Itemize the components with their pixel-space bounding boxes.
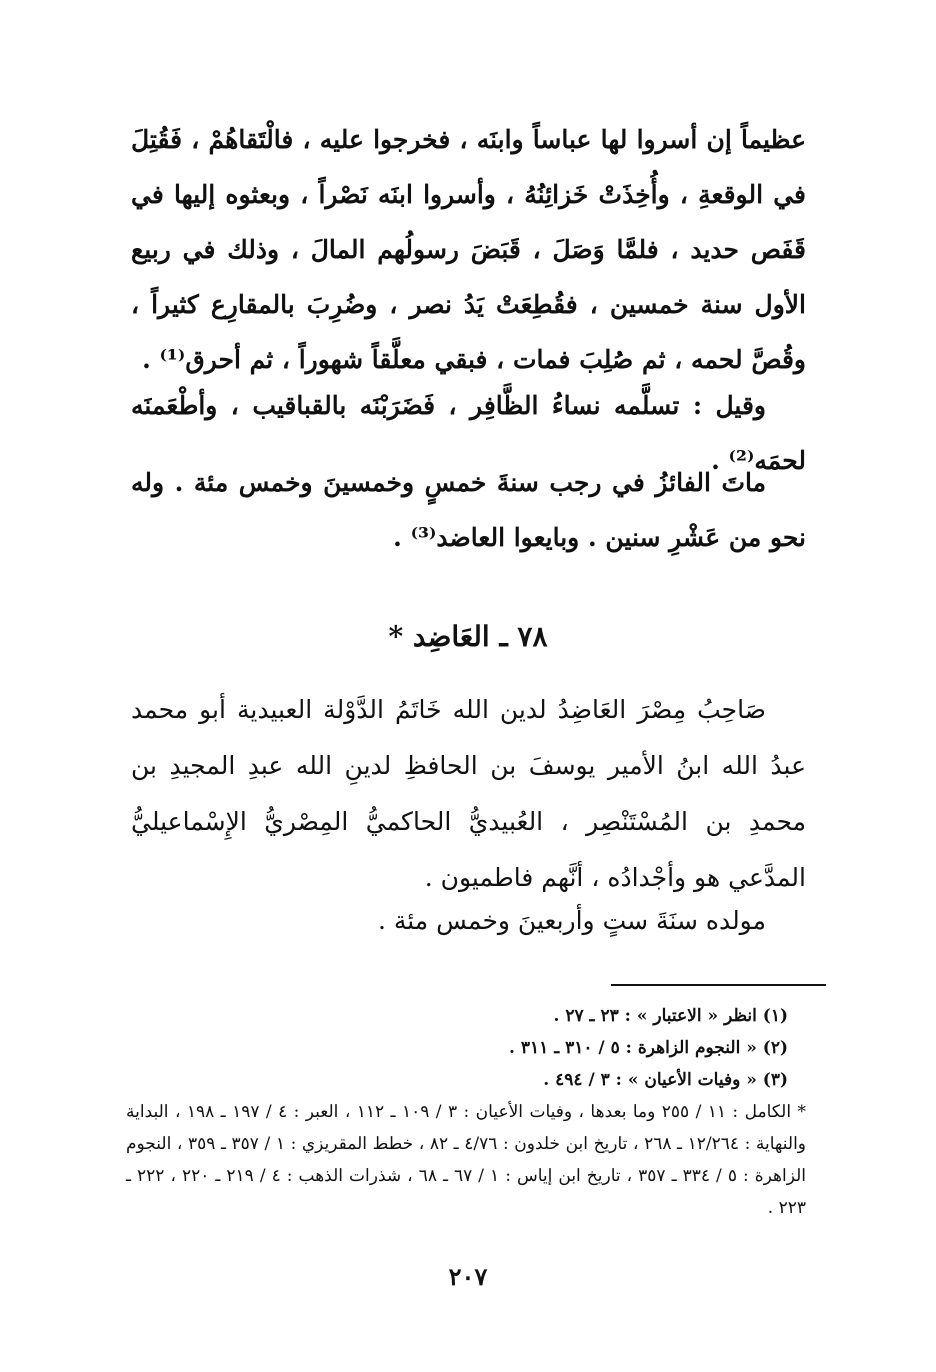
paragraph-biography	[131, 682, 806, 906]
page-number: ٢٠٧	[448, 1262, 488, 1291]
paragraph-death-of-faiz	[131, 455, 806, 565]
paragraph-text: صَاحِبُ مِصْرَ العَاضِدُ لدين الله خَاتَمُ الدَّوْلة العبيدية أبو محمد عبدُ الله ابنُ الأمير يوسفَ بن الحافظِ لدينِ الله عبدِ المجيدِ بن محمدِ بن المُسْتَنْصِر ، العُبيديُّ الحاكميُّ المِصْريُّ الإِسْماعيليُّ المدَّعي هو وأجْدادُه ، أنَّهم فاطميون .	[131, 695, 806, 892]
paragraph-fall-of-abbas	[131, 112, 806, 387]
paragraph-text: عظيماً إن أسروا لها عباساً وابنَه ، فخرجوا عليه ، فالْتَقاهُمْ ، فَقُتِلَ في الوقعةِ ، وأُخِذَتْ خَزائِنُهُ ، وأسروا ابنَه نَصْراً ، وبعثوه إليها في قَفَص حديد ، فلمَّا وَصَلَ ، قَبَضَ رسولُهم المالَ ، وذلك في ربيع الأول سنة خمسين ، فقُطِعَتْ يَدُ نصر ، وضُرِبَ بالمقارِع كثيراً ، وقُصَّ لحمه ، ثم صُلِبَ فمات ، فبقي معلَّقاً شهوراً ، ثم أحرق⁽¹⁾ .	[131, 125, 806, 374]
paragraph-text: مولده سنَةَ ستٍ وأربعينَ وخمس مئة .	[377, 906, 766, 935]
section-heading: ٧٨ ـ العَاضِد *	[388, 620, 548, 653]
paragraph-birth	[131, 893, 806, 948]
footnote-3: (٣) « وفيات الأعيان » : ٣ / ٤٩٤ .	[543, 1070, 788, 1090]
footnote-1: (١) انظر « الاعتبار » : ٢٣ ـ ٢٧ .	[553, 1006, 788, 1026]
sources-note: * الكامل : ١١ / ٢٥٥ وما بعدها ، وفيات الأعيان : ٣ / ١٠٩ ـ ١١٢ ، العبر : ٤ / ١٩٧ ـ ١٩٨ ، البداية والنهاية : ١٢/٢٦٤ ـ ٢٦٨ ، تاريخ ابن خلدون : ٤/٧٦ ـ ٨٢ ، خطط المقريزي : ١ / ٣٥٧ ـ ٣٥٩ ، النجوم الزاهرة : ٥ / ٣٣٤ ـ ٣٥٧ ، تاريخ ابن إياس : ١ / ٦٧ ـ ٦٨ ، شذرات الذهب : ٤ / ٢١٩ ـ ٢٢٠ ، ٢٢٢ ـ ٢٢٣ .	[126, 1102, 807, 1218]
footnotes	[126, 1000, 806, 1224]
footnote-divider	[611, 984, 826, 986]
footnote-2: (٢) « النجوم الزاهرة : ٥ / ٣١٠ ـ ٣١١ .	[509, 1038, 788, 1058]
paragraph-text: وقيل : تسلَّمه نساءُ الظَّافِر ، فَضَرَبْنَه بالقباقيب ، وأطْعَمنَه لحمَه⁽²⁾ .	[131, 391, 806, 475]
paragraph-text: ماتَ الفائزُ في رجب سنةَ خمسٍ وخمسينَ وخمس مئة . وله نحو من عَشْرِ سنين . وبايعوا العاضد⁽³⁾ .	[131, 468, 806, 552]
